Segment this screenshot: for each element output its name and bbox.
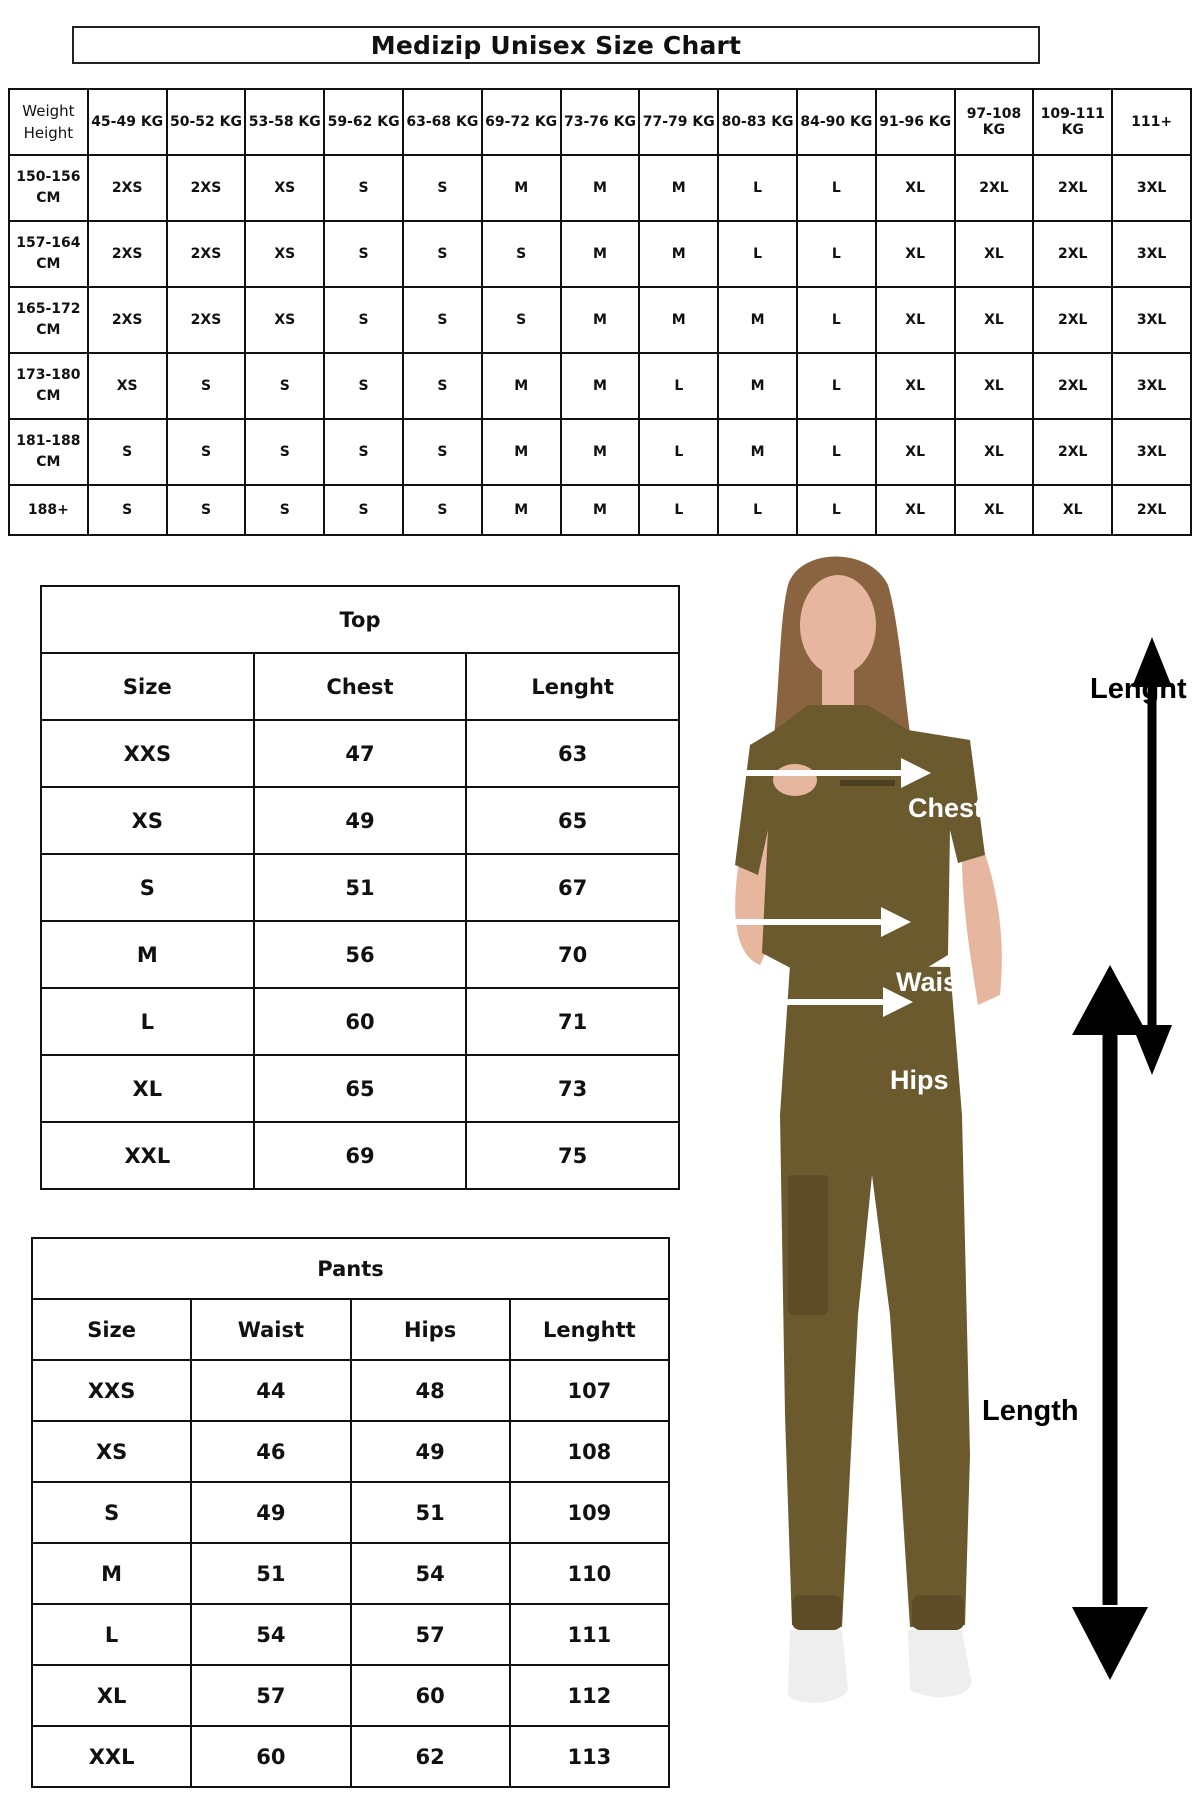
size-cell: M xyxy=(639,287,718,353)
pants-table-cell: 54 xyxy=(191,1604,350,1665)
top-table-cell: 60 xyxy=(254,988,467,1055)
size-cell: S xyxy=(167,485,246,535)
size-cell: S xyxy=(167,419,246,485)
size-cell: M xyxy=(561,485,640,535)
weight-header: 59-62 KG xyxy=(324,89,403,155)
height-range-cell: 173-180 CM xyxy=(9,353,88,419)
pants-table-column-header: Hips xyxy=(351,1299,510,1360)
size-cell: M xyxy=(718,287,797,353)
size-cell: L xyxy=(718,221,797,287)
size-cell: S xyxy=(245,353,324,419)
pants-table-cell: 109 xyxy=(510,1482,669,1543)
pants-table-cell: 51 xyxy=(351,1482,510,1543)
size-cell: S xyxy=(245,419,324,485)
right-shoe-shape xyxy=(908,1630,972,1697)
size-cell: M xyxy=(561,353,640,419)
size-cell: M xyxy=(561,221,640,287)
size-cell: L xyxy=(639,485,718,535)
size-cell: 2XL xyxy=(1033,287,1112,353)
top-table-cell: 47 xyxy=(254,720,467,787)
left-cuff-shape xyxy=(792,1595,842,1630)
size-cell: L xyxy=(797,155,876,221)
weight-header: 111+ xyxy=(1112,89,1191,155)
size-cell: M xyxy=(718,419,797,485)
size-cell: XL xyxy=(955,485,1034,535)
size-cell: 2XL xyxy=(1112,485,1191,535)
right-cuff-shape xyxy=(912,1595,964,1630)
pants-table-cell: 54 xyxy=(351,1543,510,1604)
pants-table-row xyxy=(32,1726,669,1787)
top-table-cell: 75 xyxy=(466,1122,679,1189)
size-cell: L xyxy=(797,221,876,287)
size-cell: S xyxy=(245,485,324,535)
size-cell: XS xyxy=(245,221,324,287)
pants-table-cell: 107 xyxy=(510,1360,669,1421)
size-cell: XL xyxy=(955,419,1034,485)
pants-length-arrowhead-up xyxy=(1072,965,1148,1035)
top-measurements-table xyxy=(40,585,680,1190)
pants-table-title: Pants xyxy=(32,1238,669,1299)
weight-header: 63-68 KG xyxy=(403,89,482,155)
size-cell: S xyxy=(324,353,403,419)
size-cell: S xyxy=(482,287,561,353)
pants-table-cell: 113 xyxy=(510,1726,669,1787)
pants-table-cell: XL xyxy=(32,1665,191,1726)
size-cell: 3XL xyxy=(1112,155,1191,221)
left-shoe-shape xyxy=(788,1630,848,1703)
pants-title-row xyxy=(32,1238,669,1299)
top-table-cell: 65 xyxy=(254,1055,467,1122)
pants-table-row xyxy=(32,1360,669,1421)
size-cell: S xyxy=(403,419,482,485)
pants-table-cell: XXL xyxy=(32,1726,191,1787)
pants-measurements-table xyxy=(31,1237,670,1788)
top-table-cell: 51 xyxy=(254,854,467,921)
top-table-cell: 69 xyxy=(254,1122,467,1189)
size-cell: S xyxy=(403,485,482,535)
size-cell: L xyxy=(718,485,797,535)
top-table-cell: 70 xyxy=(466,921,679,988)
size-cell: S xyxy=(482,221,561,287)
size-cell: S xyxy=(403,155,482,221)
size-cell: XL xyxy=(876,155,955,221)
top-table-cell: 71 xyxy=(466,988,679,1055)
size-cell: 3XL xyxy=(1112,287,1191,353)
pants-table-column-header: Lenghtt xyxy=(510,1299,669,1360)
size-cell: XL xyxy=(955,287,1034,353)
top-table-row xyxy=(41,921,679,988)
weight-header: 97-108 KG xyxy=(955,89,1034,155)
top-table-cell: L xyxy=(41,988,254,1055)
size-cell: XL xyxy=(876,419,955,485)
size-cell: M xyxy=(482,485,561,535)
top-table-cell: 65 xyxy=(466,787,679,854)
size-chart-row xyxy=(9,353,1191,419)
pants-table-cell: 48 xyxy=(351,1360,510,1421)
top-table-column-header: Size xyxy=(41,653,254,720)
weight-header: 80-83 KG xyxy=(718,89,797,155)
size-cell: M xyxy=(639,155,718,221)
pants-table-row xyxy=(32,1543,669,1604)
size-cell: L xyxy=(797,419,876,485)
size-chart-row xyxy=(9,485,1191,535)
size-cell: M xyxy=(561,419,640,485)
size-cell: S xyxy=(324,221,403,287)
size-cell: S xyxy=(403,221,482,287)
size-cell: M xyxy=(482,155,561,221)
height-range-cell: 157-164 CM xyxy=(9,221,88,287)
pants-table-cell: 57 xyxy=(351,1604,510,1665)
size-cell: L xyxy=(639,353,718,419)
pants-table-cell: 49 xyxy=(191,1482,350,1543)
top-table-cell: 49 xyxy=(254,787,467,854)
top-table-cell: 63 xyxy=(466,720,679,787)
pants-table-cell: L xyxy=(32,1604,191,1665)
top-table-column-header: Lenght xyxy=(466,653,679,720)
pants-table-row xyxy=(32,1482,669,1543)
top-table-row xyxy=(41,720,679,787)
size-cell: XS xyxy=(245,287,324,353)
right-arm-shape xyxy=(962,845,1002,1005)
size-cell: S xyxy=(88,419,167,485)
pants-table-cell: 108 xyxy=(510,1421,669,1482)
weight-header: 91-96 KG xyxy=(876,89,955,155)
weight-header: 84-90 KG xyxy=(797,89,876,155)
weight-header: 73-76 KG xyxy=(561,89,640,155)
size-cell: 2XL xyxy=(955,155,1034,221)
top-table-title: Top xyxy=(41,586,679,653)
size-chart-row xyxy=(9,287,1191,353)
pants-table-cell: 49 xyxy=(351,1421,510,1482)
pants-table-row xyxy=(32,1421,669,1482)
weight-label: Weight xyxy=(22,102,75,120)
size-cell: XL xyxy=(1033,485,1112,535)
height-range-cell: 188+ xyxy=(9,485,88,535)
size-cell: 2XL xyxy=(1033,419,1112,485)
top-table-cell: M xyxy=(41,921,254,988)
scrub-top-shape xyxy=(735,705,985,975)
size-cell: 3XL xyxy=(1112,221,1191,287)
size-cell: M xyxy=(561,155,640,221)
pants-table-cell: 46 xyxy=(191,1421,350,1482)
size-cell: S xyxy=(403,353,482,419)
chart-title: Medizip Unisex Size Chart xyxy=(72,26,1040,64)
top-table-header-row xyxy=(41,653,679,720)
size-chart-table xyxy=(8,88,1192,536)
size-cell: 2XS xyxy=(167,221,246,287)
chest-label: Chest xyxy=(908,793,984,823)
size-cell: 2XS xyxy=(167,155,246,221)
size-chart-row xyxy=(9,155,1191,221)
size-cell: L xyxy=(797,287,876,353)
size-cell: S xyxy=(324,419,403,485)
waist-label: Waist xyxy=(896,967,968,997)
weight-header: 50-52 KG xyxy=(167,89,246,155)
pants-table-row xyxy=(32,1665,669,1726)
top-table-column-header: Chest xyxy=(254,653,467,720)
size-cell: M xyxy=(718,353,797,419)
model-illustration xyxy=(700,555,1200,1800)
pants-table-cell: S xyxy=(32,1482,191,1543)
size-cell: S xyxy=(324,287,403,353)
pants-table-header-row xyxy=(32,1299,669,1360)
height-range-cell: 181-188 CM xyxy=(9,419,88,485)
pants-table-cell: 112 xyxy=(510,1665,669,1726)
height-range-cell: 165-172 CM xyxy=(9,287,88,353)
size-cell: XL xyxy=(876,353,955,419)
weight-header: 69-72 KG xyxy=(482,89,561,155)
chest-pocket-shape xyxy=(840,780,895,786)
pants-length-label: Length xyxy=(982,1395,1079,1427)
top-table-cell: S xyxy=(41,854,254,921)
top-length-label: Lenght xyxy=(1090,673,1187,705)
top-table-cell: XXL xyxy=(41,1122,254,1189)
top-table-row xyxy=(41,1122,679,1189)
top-table-cell: 67 xyxy=(466,854,679,921)
pants-table-cell: M xyxy=(32,1543,191,1604)
size-cell: L xyxy=(718,155,797,221)
pants-length-arrowhead-down xyxy=(1072,1607,1148,1680)
size-cell: 3XL xyxy=(1112,353,1191,419)
size-cell: M xyxy=(482,419,561,485)
cargo-pocket-shape xyxy=(788,1175,828,1315)
top-table-cell: XXS xyxy=(41,720,254,787)
size-cell: 2XS xyxy=(167,287,246,353)
size-cell: L xyxy=(639,419,718,485)
size-cell: 2XS xyxy=(88,155,167,221)
pants-table-cell: 60 xyxy=(191,1726,350,1787)
size-cell: S xyxy=(403,287,482,353)
top-title-row xyxy=(41,586,679,653)
weight-header: 109-111 KG xyxy=(1033,89,1112,155)
pants-table-cell: 62 xyxy=(351,1726,510,1787)
size-cell: 3XL xyxy=(1112,419,1191,485)
weight-header: 53-58 KG xyxy=(245,89,324,155)
top-table-cell: XS xyxy=(41,787,254,854)
size-cell: 2XL xyxy=(1033,353,1112,419)
weight-header: 45-49 KG xyxy=(88,89,167,155)
size-chart-row xyxy=(9,221,1191,287)
size-cell: XS xyxy=(88,353,167,419)
top-table-row xyxy=(41,988,679,1055)
top-table-cell: 56 xyxy=(254,921,467,988)
top-table-row xyxy=(41,854,679,921)
hips-label: Hips xyxy=(890,1065,949,1095)
pants-table-cell: 111 xyxy=(510,1604,669,1665)
size-cell: M xyxy=(482,353,561,419)
size-cell: XL xyxy=(876,221,955,287)
pants-table-row xyxy=(32,1604,669,1665)
size-cell: L xyxy=(797,485,876,535)
pants-table-column-header: Waist xyxy=(191,1299,350,1360)
pants-table-cell: XS xyxy=(32,1421,191,1482)
top-table-row xyxy=(41,1055,679,1122)
face-shape xyxy=(800,575,876,675)
size-chart-row xyxy=(9,419,1191,485)
model-figure xyxy=(700,555,1200,1800)
pants-table-cell: XXS xyxy=(32,1360,191,1421)
size-cell: 2XS xyxy=(88,287,167,353)
pants-table-column-header: Size xyxy=(32,1299,191,1360)
size-cell: M xyxy=(639,221,718,287)
pants-table-cell: 44 xyxy=(191,1360,350,1421)
size-cell: XS xyxy=(245,155,324,221)
size-cell: 2XL xyxy=(1033,155,1112,221)
height-range-cell: 150-156 CM xyxy=(9,155,88,221)
size-cell: 2XL xyxy=(1033,221,1112,287)
top-table-cell: XL xyxy=(41,1055,254,1122)
weight-height-corner-header xyxy=(9,89,88,155)
size-cell: M xyxy=(561,287,640,353)
size-cell: 2XS xyxy=(88,221,167,287)
size-cell: S xyxy=(167,353,246,419)
size-cell: L xyxy=(797,353,876,419)
height-label: Height xyxy=(23,124,74,142)
size-cell: S xyxy=(88,485,167,535)
weight-header: 77-79 KG xyxy=(639,89,718,155)
top-table-row xyxy=(41,787,679,854)
size-cell: S xyxy=(324,485,403,535)
size-cell: XL xyxy=(955,221,1034,287)
neck-shape xyxy=(822,665,854,705)
hand-shape xyxy=(773,764,817,796)
pants-table-cell: 57 xyxy=(191,1665,350,1726)
size-chart-header-row xyxy=(9,89,1191,155)
pants-table-cell: 51 xyxy=(191,1543,350,1604)
pants-table-cell: 110 xyxy=(510,1543,669,1604)
size-cell: XL xyxy=(876,287,955,353)
size-cell: S xyxy=(324,155,403,221)
size-cell: XL xyxy=(955,353,1034,419)
size-cell: XL xyxy=(876,485,955,535)
pants-table-cell: 60 xyxy=(351,1665,510,1726)
top-table-cell: 73 xyxy=(466,1055,679,1122)
